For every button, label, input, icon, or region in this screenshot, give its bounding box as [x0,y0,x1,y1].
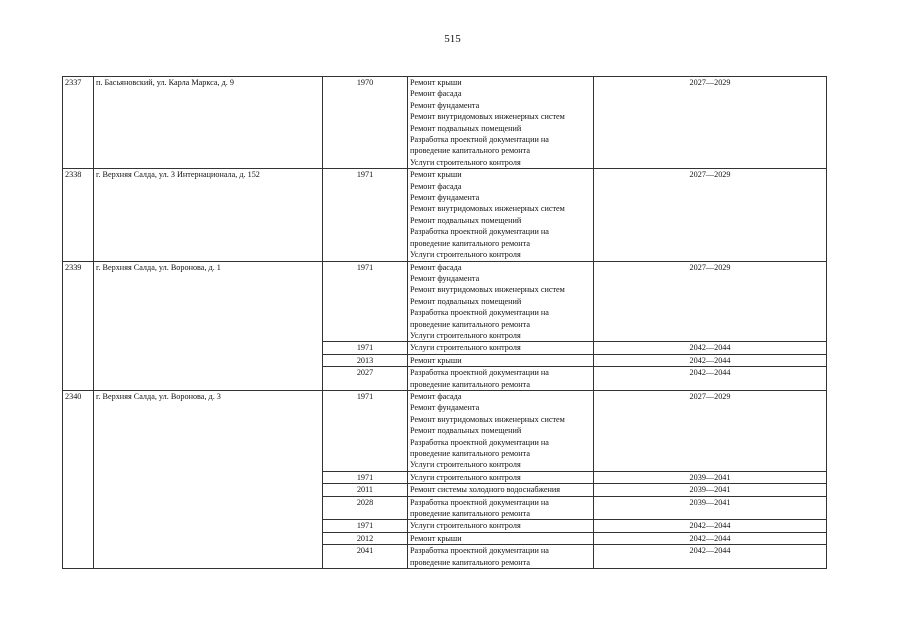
work-description [408,390,594,471]
work-line: Услуги строительного контроля [410,472,521,482]
work-line: проведение капитального ремонта [410,146,530,156]
work-line: Ремонт фундамента [410,100,480,110]
work-line: Ремонт фундамента [410,403,480,413]
work-year: 2012 [323,532,408,544]
work-line: Услуги строительного контроля [410,330,521,340]
work-line: Ремонт крыши [410,533,462,543]
work-line: Ремонт крыши [410,170,462,180]
record-address: п. Басьяновский, ул. Карла Маркса, д. 9 [94,77,323,169]
work-year: 1971 [323,471,408,483]
work-line: Услуги строительного контроля [410,521,521,531]
table-row [63,77,827,169]
work-line: Ремонт внутридомовых инженерных систем [410,414,565,424]
work-line: Ремонт фасада [410,181,462,191]
table-row [63,169,827,261]
work-period: 2027—2029 [594,169,827,261]
work-period: 2027—2029 [594,77,827,169]
work-description [408,342,594,354]
work-period: 2042—2044 [594,354,827,366]
work-period: 2042—2044 [594,367,827,391]
record-number: 2338 [63,169,94,261]
work-year: 2011 [323,484,408,496]
work-year: 1971 [323,169,408,261]
work-description [408,261,594,342]
work-period: 2027—2029 [594,390,827,471]
work-line: Ремонт фасада [410,262,462,272]
work-line: проведение капитального ремонта [410,449,530,458]
record-address: г. Верхняя Салда, ул. Воронова, д. 3 [94,390,323,568]
work-line: Услуги строительного контроля [410,343,521,353]
work-line: Разработка проектной документации на [410,368,549,378]
work-year: 1971 [323,261,408,342]
record-address: г. Верхняя Салда, ул. Воронова, д. 1 [94,261,323,390]
work-period: 2042—2044 [594,520,827,532]
table-body [63,77,827,569]
work-description [408,169,594,261]
work-line: Услуги строительного контроля [410,460,521,470]
table-row [63,261,827,342]
work-line: Ремонт подвальных помещений [410,426,522,436]
capital-repair-table [62,76,827,569]
work-period: 2039—2041 [594,496,827,520]
work-line: Ремонт внутридомовых инженерных систем [410,204,565,214]
work-line: Разработка проектной документации на [410,227,549,237]
work-line: Разработка проектной документации на [410,546,549,556]
work-year: 1971 [323,342,408,354]
work-line: Ремонт подвальных помещений [410,296,522,306]
work-description [408,354,594,366]
work-line: Ремонт внутридомовых инженерных систем [410,285,565,295]
work-line: Разработка проектной документации на [410,308,549,318]
work-line: Ремонт системы холодного водоснабжения [410,485,561,495]
page-number: 515 [444,33,461,45]
work-description [408,367,594,391]
work-period: 2042—2044 [594,532,827,544]
work-year: 1971 [323,520,408,532]
record-number: 2339 [63,261,94,390]
record-number: 2340 [63,390,94,568]
work-period: 2039—2041 [594,471,827,483]
work-description [408,545,594,569]
work-line: Ремонт крыши [410,78,462,87]
work-line: Ремонт внутридомовых инженерных систем [410,112,565,122]
work-line: Ремонт фундамента [410,273,480,283]
work-period: 2027—2029 [594,261,827,342]
work-line: Ремонт фасада [410,89,462,99]
work-year: 2041 [323,545,408,569]
record-address: г. Верхняя Салда, ул. 3 Интернационала, д. 152 [94,169,323,261]
work-line: Ремонт подвальных помещений [410,215,522,225]
work-description [408,532,594,544]
work-description [408,496,594,520]
work-year: 2027 [323,367,408,391]
record-number: 2337 [63,77,94,169]
work-line: проведение капитального ремонта [410,379,530,389]
work-line: Разработка проектной документации на [410,135,549,145]
work-line: Разработка проектной документации на [410,437,549,447]
work-line: Ремонт фасада [410,391,462,401]
work-line: проведение капитального ремонта [410,319,530,329]
work-year: 2028 [323,496,408,520]
work-line: Ремонт крыши [410,355,462,365]
table-row [63,390,827,471]
work-period: 2039—2041 [594,484,827,496]
work-year: 2013 [323,354,408,366]
work-period: 2042—2044 [594,545,827,569]
work-line: проведение капитального ремонта [410,238,530,248]
work-period: 2042—2044 [594,342,827,354]
work-description [408,484,594,496]
work-line: Разработка проектной документации на [410,497,549,507]
work-description [408,471,594,483]
work-line: Ремонт фундамента [410,193,480,203]
work-line: Ремонт подвальных помещений [410,123,522,133]
work-line: Услуги строительного контроля [410,157,521,167]
work-line: проведение капитального ремонта [410,557,530,567]
work-year: 1970 [323,77,408,169]
work-description [408,520,594,532]
work-description [408,77,594,169]
work-line: проведение капитального ремонта [410,509,530,519]
work-year: 1971 [323,390,408,471]
work-line: Услуги строительного контроля [410,250,521,260]
